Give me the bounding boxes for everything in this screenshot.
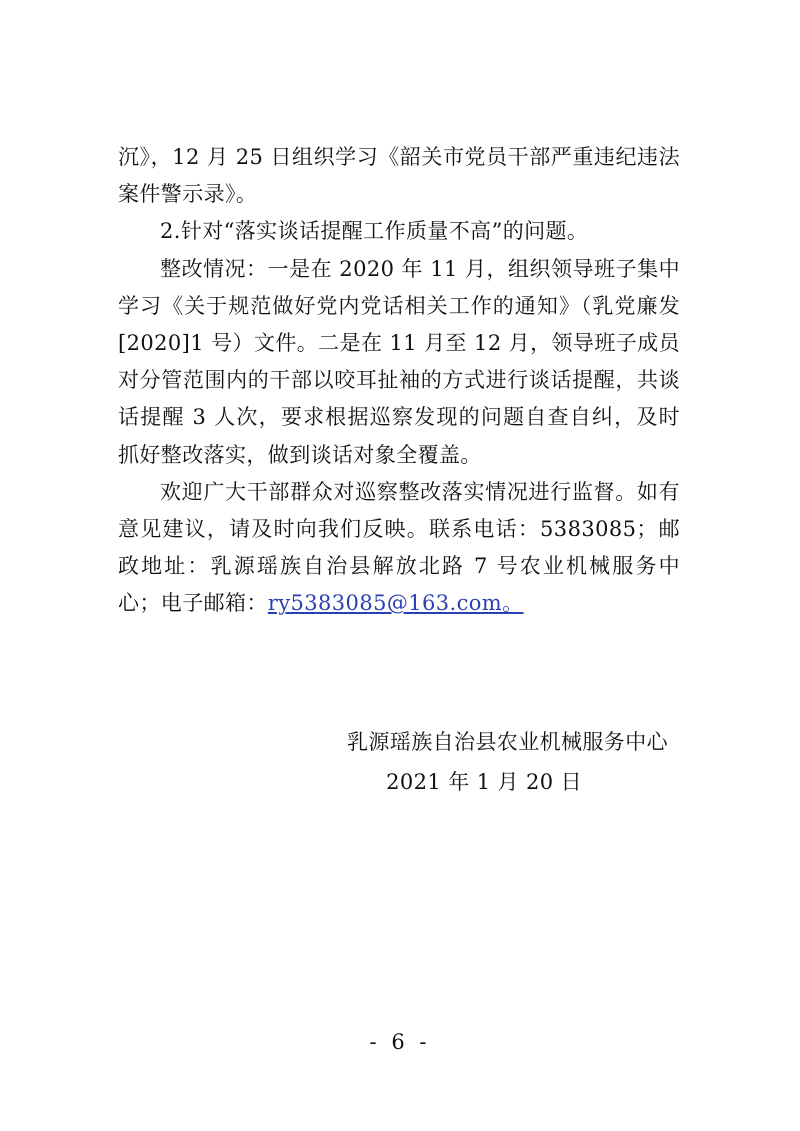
email-link[interactable]: ry5383085@163.com。 xyxy=(267,591,524,616)
paragraph-continued-study: 沉》，12 月 25 日组织学习《韶关市党员干部严重违纪违法案件警示录》。 xyxy=(118,145,680,207)
document-body xyxy=(118,139,680,623)
paragraph-contact-info xyxy=(118,474,680,623)
signature-block xyxy=(300,722,668,802)
contact-text: 欢迎广大干部群众对巡察整改落实情况进行监督。如有意见建议，请及时向我们反映。联系电话：5383085；邮政地址：乳源瑶族自治县解放北路 7 号农业机械服务中心；电子邮箱： xyxy=(118,479,680,616)
signature-date: 2021 年 1 月 20 日 xyxy=(386,770,582,794)
paragraph-issue-2-heading: 2.针对“落实谈话提醒工作质量不高”的问题。 xyxy=(160,219,589,244)
page-number: - 6 - xyxy=(369,1030,431,1054)
paragraph-issue-2-rectification: 整改情况：一是在 2020 年 11 月，组织领导班子集中学习《关于规范做好党内党话相关工作的通知》（乳党廉发[2020]1 号）文件。二是在 11 月至 12 月，领导班子成员对分管范围内的干部以咬耳扯袖的方式进行谈话提醒，共谈话提醒 3 人次，要求根据巡察发现的问题自查自纠，及时抓好整改落实，做到谈话对象全覆盖。 xyxy=(118,256,680,467)
signature-organization: 乳源瑶族自治县农业机械服务中心 xyxy=(347,730,668,754)
